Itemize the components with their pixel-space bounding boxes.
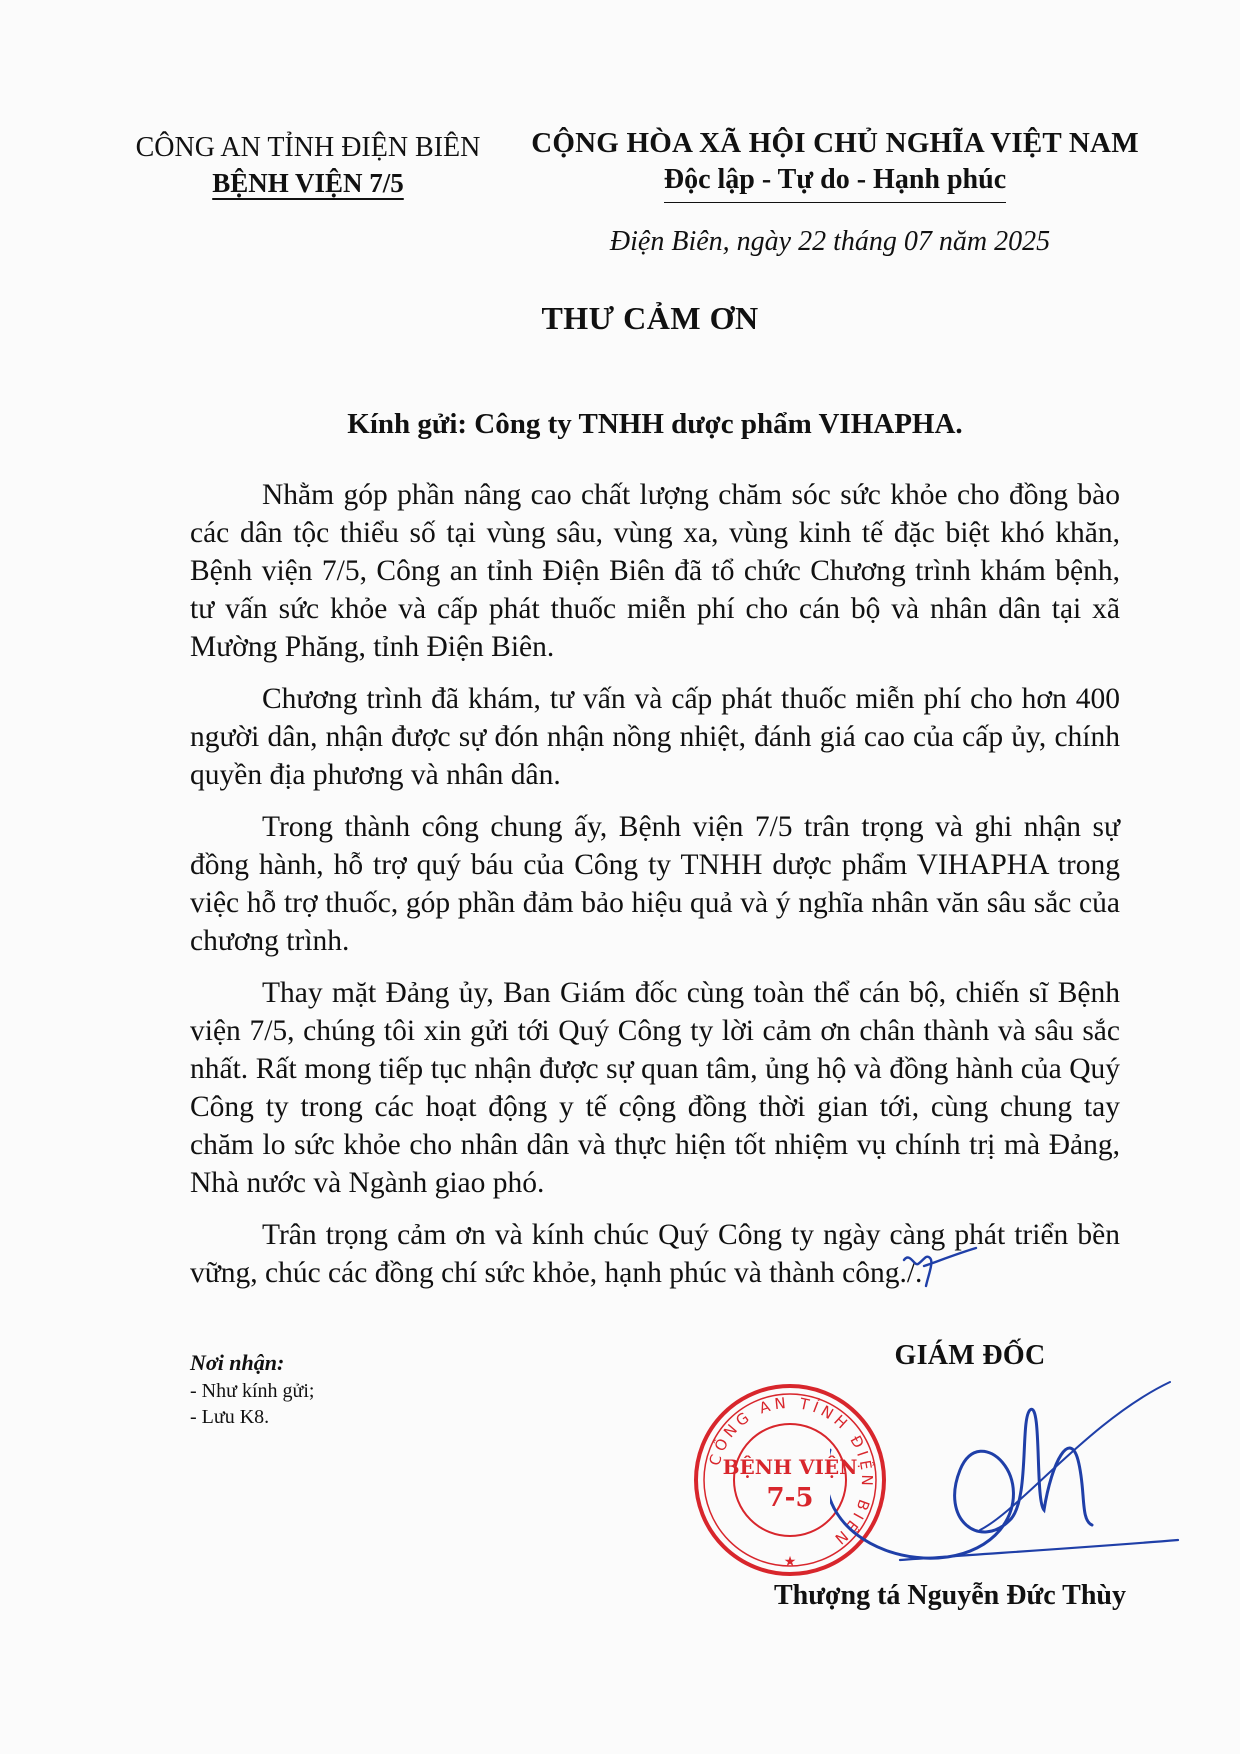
recipients-title: Nơi nhận: xyxy=(190,1350,285,1375)
letter-body xyxy=(190,476,1120,1292)
body-paragraph: Trân trọng cảm ơn và kính chúc Quý Công ty ngày càng phát triển bền vững, chúc các đồng chí sức khỏe, hạnh phúc và thành công./. xyxy=(190,1219,1120,1289)
seal-center-line2: 7-5 xyxy=(766,1483,814,1513)
initial-mark-icon xyxy=(900,1246,980,1290)
body-paragraph: Trong thành công chung ấy, Bệnh viện 7/5 trân trọng và ghi nhận sự đồng hành, hỗ trợ quý báu của Công ty TNHH dược phẩm VIHAPHA trong việc hỗ trợ thuốc, góp phần đảm bảo hiệu quả và ý nghĩa nhân văn sâu sắc của chương trình. xyxy=(190,811,1120,957)
issuer-parent-org: CÔNG AN TỈNH ĐIỆN BIÊN xyxy=(135,132,481,163)
seal-ring-text: CÔNG AN TỈNH ĐIỆN BIÊN xyxy=(705,1393,877,1551)
body-paragraph: Thay mặt Đảng ủy, Ban Giám đốc cùng toàn thể cán bộ, chiến sĩ Bệnh viện 7/5, chúng tôi xin gửi tới Quý Công ty lời cảm ơn chân thành và sâu sắc nhất. Rất mong tiếp tục nhận được sự quan tâm, ủng hộ và đồng hành của Quý Công ty trong các hoạt động y tế cộng đồng thời gian tới, cùng chung tay chăm lo sức khỏe cho nhân dân và thực hiện tốt nhiệm vụ chính trị mà Đảng, Nhà nước và Ngành giao phó. xyxy=(190,977,1120,1199)
recipient-item: - Lưu K8. xyxy=(190,1406,270,1428)
greeting-line: Kính gửi: Công ty TNHH dược phẩm VIHAPHA. xyxy=(347,408,963,440)
letter-title: THƯ CẢM ƠN xyxy=(541,300,759,336)
seal-center-line1: BỆNH VIỆN xyxy=(722,1455,858,1479)
signer-position: GIÁM ĐỐC xyxy=(894,1340,1046,1371)
national-header xyxy=(525,124,1145,203)
handwritten-signature-icon xyxy=(830,1380,1180,1590)
recipients-block xyxy=(190,1348,314,1430)
issuer-org: BỆNH VIỆN 7/5 xyxy=(212,168,404,198)
body-paragraph: Chương trình đã khám, tư vấn và cấp phát thuốc miễn phí cho hơn 400 người dân, nhận được sự đón nhận nồng nhiệt, đánh giá cao của cấp ủy, chính quyền địa phương và nhân dân. xyxy=(190,683,1120,791)
signer-name: Thượng tá Nguyễn Đức Thùy xyxy=(773,1580,1126,1611)
svg-text:★: ★ xyxy=(783,1555,797,1570)
body-paragraph: Nhằm góp phần nâng cao chất lượng chăm sóc sức khỏe cho đồng bào các dân tộc thiểu số tại vùng sâu, vùng xa, vùng kinh tế đặc biệt khó khăn, Bệnh viện 7/5, Công an tỉnh Điện Biên đã tổ chức Chương trình khám bệnh, tư vấn sức khỏe và cấp phát thuốc miễn phí cho cán bộ và nhân dân tại xã Mường Phăng, tỉnh Điện Biên. xyxy=(190,479,1120,663)
issuer-header xyxy=(118,130,498,200)
recipient-item: - Như kính gửi; xyxy=(190,1380,315,1402)
national-motto: Độc lập - Tự do - Hạnh phúc xyxy=(525,162,1145,203)
date-line: Điện Biên, ngày 22 tháng 07 năm 2025 xyxy=(609,226,1051,257)
national-title: CỘNG HÒA XÃ HỘI CHỦ NGHĨA VIỆT NAM xyxy=(531,127,1139,159)
